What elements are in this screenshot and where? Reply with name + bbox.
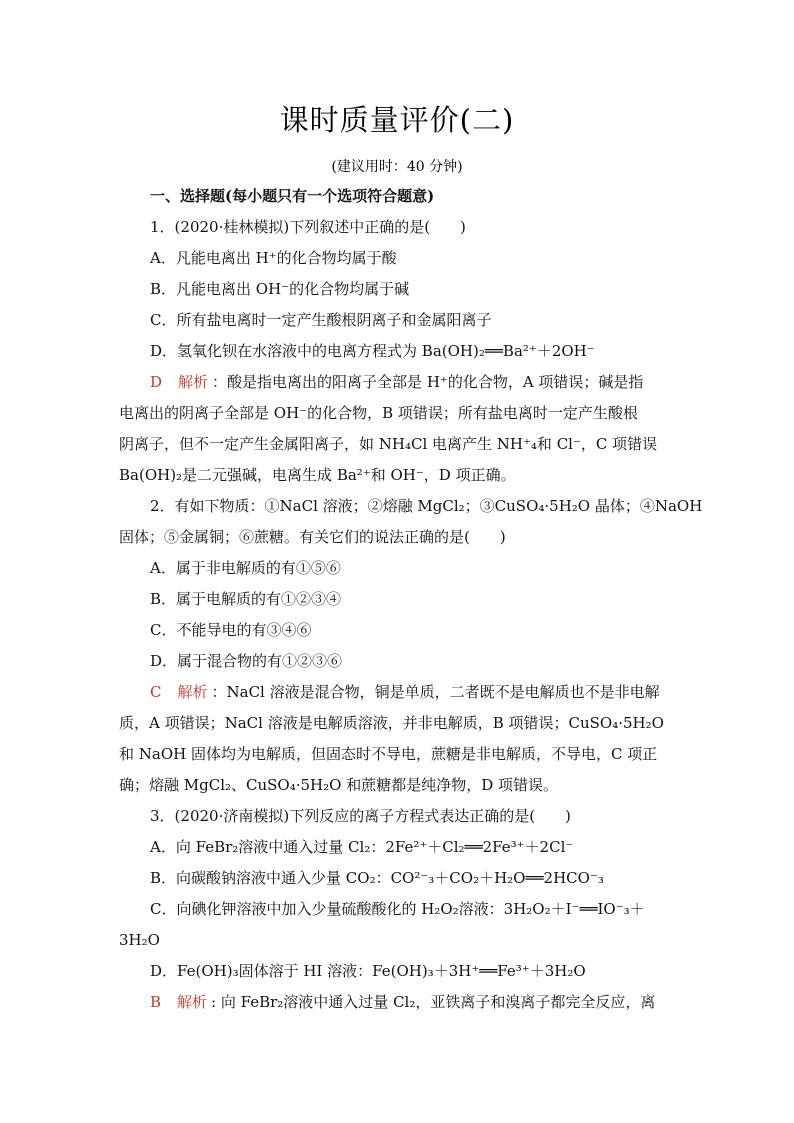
question-1-answer: D [150, 373, 163, 391]
question-2-stem-line-1: 2．有如下物质：①NaCl 溶液；②熔融 MgCl₂；③CuSO₄·5H₂O 晶体；④NaOH [150, 497, 703, 515]
question-1-option-c: C．所有盐电离时一定产生酸根阴离子和金属阳离子 [150, 311, 492, 329]
analysis-label: 解析 [177, 993, 208, 1011]
question-3-option-b: B．向碳酸钠溶液中通入少量 CO₂：CO²⁻₃＋CO₂＋H₂O══2HCO⁻₃ [150, 869, 604, 887]
page-title: 课时质量评价(二) [279, 103, 515, 137]
question-2-answer: C [150, 683, 162, 701]
question-3-stem: 3．(2020·济南模拟)下列反应的离子方程式表达正确的是( ) [150, 807, 571, 825]
question-1-stem: 1．(2020·桂林模拟)下列叙述中正确的是( ) [150, 218, 466, 236]
question-3-option-c: C．向碘化钾溶液中加入少量硫酸酸化的 H₂O₂溶液：3H₂O₂＋I⁻══IO⁻₃＋ [150, 900, 645, 918]
question-1-analysis-line-1: D 解析 ：酸是指电离出的阳离子全部是 H⁺的化合物，A 项错误；碱是指 [150, 373, 644, 391]
question-3-analysis-line-1: B 解析 : 向 FeBr₂溶液中通入过量 Cl₂，亚铁离子和溴离子都完全反应，离 [150, 993, 656, 1011]
question-2-option-d: D．属于混合物的有①②③⑥ [150, 652, 343, 670]
question-1-option-b: B．凡能电离出 OH⁻的化合物均属于碱 [150, 280, 410, 298]
question-2-analysis-line-2: 质，A 项错误；NaCl 溶液是电解质溶液，并非电解质，B 项错误；CuSO₄·5H₂O [119, 714, 664, 732]
question-2-analysis-line-1: C 解析 ：NaCl 溶液是混合物，铜是单质，二者既不是电解质也不是非电解 [150, 683, 660, 701]
question-1-option-d: D．氢氧化钡在水溶液中的电离方程式为 Ba(OH)₂══Ba²⁺＋2OH⁻ [150, 342, 595, 360]
analysis-label: 解析 [177, 683, 208, 701]
question-2-option-c: C．不能导电的有③④⑥ [150, 621, 312, 639]
question-3-option-a: A．向 FeBr₂溶液中通入过量 Cl₂：2Fe²⁺＋Cl₂══2Fe³⁺＋2Cl⁻ [150, 838, 574, 856]
question-3-answer: B [150, 993, 162, 1011]
section-heading: 一、选择题(每小题只有一个选项符合题意) [150, 187, 435, 205]
question-3-option-d: D．Fe(OH)₃固体溶于 HI 溶液：Fe(OH)₃＋3H⁺══Fe³⁺＋3H₂O [150, 962, 586, 980]
question-2-option-b: B．属于电解质的有①②③④ [150, 590, 342, 608]
question-3-option-c-cont: 3H₂O [119, 931, 160, 949]
question-2-stem-line-2: 固体；⑤金属铜；⑥蔗糖。有关它们的说法正确的是( ) [119, 528, 506, 546]
question-2-option-a: A．属于非电解质的有①⑤⑥ [150, 559, 341, 577]
question-1-analysis-line-2: 电离出的阴离子全部是 OH⁻的化合物，B 项错误；所有盐电离时一定产生酸根 [119, 404, 638, 422]
analysis-label: 解析 [178, 373, 209, 391]
question-1-option-a: A．凡能电离出 H⁺的化合物均属于酸 [150, 249, 397, 267]
question-1-analysis-line-3: 阴离子，但不一定产生金属阳离子，如 NH₄Cl 电离产生 NH⁺₄和 Cl⁻，C 项错误 [119, 435, 658, 453]
question-2-analysis-line-3: 和 NaOH 固体均为电解质，但固态时不导电，蔗糖是非电解质，不导电，C 项正 [119, 745, 658, 763]
suggested-time: (建议用时：40 分钟) [331, 159, 463, 175]
question-2-analysis-line-4: 确；熔融 MgCl₂、CuSO₄·5H₂O 和蔗糖都是纯净物，D 项错误。 [119, 776, 559, 794]
question-1-analysis-line-4: Ba(OH)₂是二元强碱，电离生成 Ba²⁺和 OH⁻，D 项正确。 [119, 466, 516, 484]
